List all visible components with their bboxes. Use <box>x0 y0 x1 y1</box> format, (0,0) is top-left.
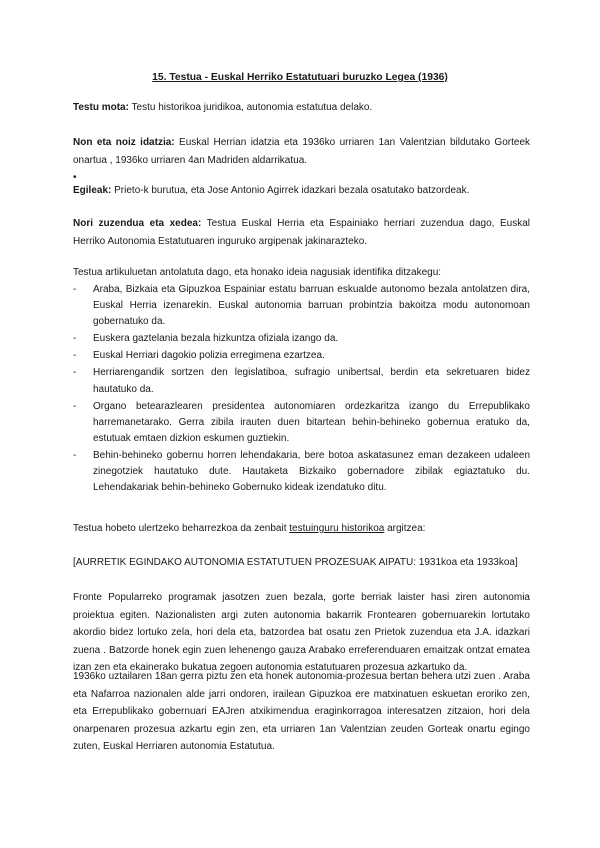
list-item: - Euskera gaztelania bezala hizkuntza ofiziala izango da. <box>73 331 530 347</box>
egileak-text: Prieto-k burutua, eta Jose Antonio Agirrek idazkari bezala osatutako batzordeak. <box>111 185 470 196</box>
nori-label: Nori zuzendua eta xedea: <box>73 218 202 229</box>
testu-mota-text: Testu historikoa juridikoa, autonomia estatutua delako. <box>128 102 373 113</box>
list-item: - Araba, Bizkaia eta Gipuzkoa Espainiar estatu barruan eskualde autonomo bezala antolatzen dira, Euskal Herria izenarekin. Euskal autonomia barruan probintzia bakoitza modu autonomoan gobernatuko da. <box>73 282 530 331</box>
antolaketa-intro: Testua artikuluetan antolatuta dago, eta honako ideia nagusiak identifika ditzakegu: <box>73 267 442 278</box>
ideas-list <box>73 282 530 497</box>
non-noiz-text: Euskal Herrian idatzia eta 1936ko urriaren 1an Valentzian bildutako Gorteek onartua , 1936ko urriaren 4an Madriden aldarrikatua. <box>73 137 531 166</box>
nori-text: Testua Euskal Herria eta Espainiako herriari zuzendua dago, Euskal Herriko Autonomia Estatutuaren inguruko argipenak jakinarazteko. <box>73 218 530 247</box>
testuinguru-historikoa-link[interactable]: testuinguru historikoa <box>289 523 385 534</box>
nori-paragraph <box>73 215 530 250</box>
ulertzeko-paragraph <box>73 520 530 538</box>
ulertzeko-after: argitzea: <box>384 523 426 534</box>
section-heading: [AURRETIK EGINDAKO AUTONOMIA ESTATUTUEN PROZESUAK AIPATU: 1931koa eta 1933koa] <box>73 557 518 568</box>
list-item: - Euskal Herriari dagokio polizia erregimena ezartzea. <box>73 348 530 364</box>
closing-paragraph: Fronte Popularreko programak jasotzen zuen bezala, gorte berriak laister hasi ziren autonomia proiektua egiten. Nazionalisten argi zuten autonomia bakarrik Frontearen gobernuarekin lortutako akordio bidez lortuko zela, hori dela eta, batzordea bat osatu zen Prietok zuzendua eta J.A. idazkari zuena . Batzorde honek egin zuen lehenengo gauza Arabako erreferenduaren emaitzak ontzat ematea izan zen eta ekainerako bukatua zegoen autonomia estatutuaren prozesua azkartuko da. <box>73 592 530 673</box>
page-title: 15. Testua - Euskal Herriko Estatutuari buruzko Legea (1936) <box>152 72 448 83</box>
list-item: - Organo betearazlearen presidentea autonomiaren ordezkaritza izango du Errepublikako harremanetarako. Gerra zibila irauten duen bitartean behin-behineko gobernua eratuko da, estutuak emtaen dizkion eskumen guztiekin. <box>73 399 530 448</box>
closing-paragraph-2: 1936ko uztailaren 18an gerra piztu zen eta honek autonomia-prozesua bertan behera utzi zuen . Araba eta Nafarroa nazionalen alde jarri ondoren, irailean Gipuzkoa ere matxinatuen eskuetan eroriko zen, eta Errepublikako gobernuari EAJren atxikimendua eraginkorragoa interesatzen zitzaion, hori dela onarpenaren prozesua azkartu egin zen, eta urriaren 1an Valentzian zeuden Gorteak onartu egingo zuten, Euskal Herriaren autonomia Estatutua. <box>73 671 530 752</box>
testu-mota-label: Testu mota: <box>73 102 129 113</box>
list-item: - Behin-behineko gobernu horren lehendakaria, bere botoa askatasunez eman dezakeen udaleen zinegotziek hautatuko dute. Hautaketa Bizkaiko gobernadore zibilak egiaztatuko du. Lehendakariak behin-behineko Gobernuko kideak izendatuko ditu. <box>73 448 530 497</box>
testu-mota-paragraph <box>73 99 530 117</box>
non-noiz-label: Non eta noiz idatzia: <box>73 137 175 148</box>
non-noiz-paragraph <box>73 134 530 169</box>
ulertzeko-before: Testua hobeto ulertzeko beharrezkoa da zenbait <box>73 523 290 534</box>
egileak-label: Egileak: <box>73 185 112 196</box>
bullet-dot: • <box>73 172 77 183</box>
list-item: - Herriarengandik sortzen den legislatiboa, sufragio unibertsal, berdin eta sekretuaren bidez hautatuko da. <box>73 365 530 397</box>
egileak-paragraph <box>73 182 530 200</box>
